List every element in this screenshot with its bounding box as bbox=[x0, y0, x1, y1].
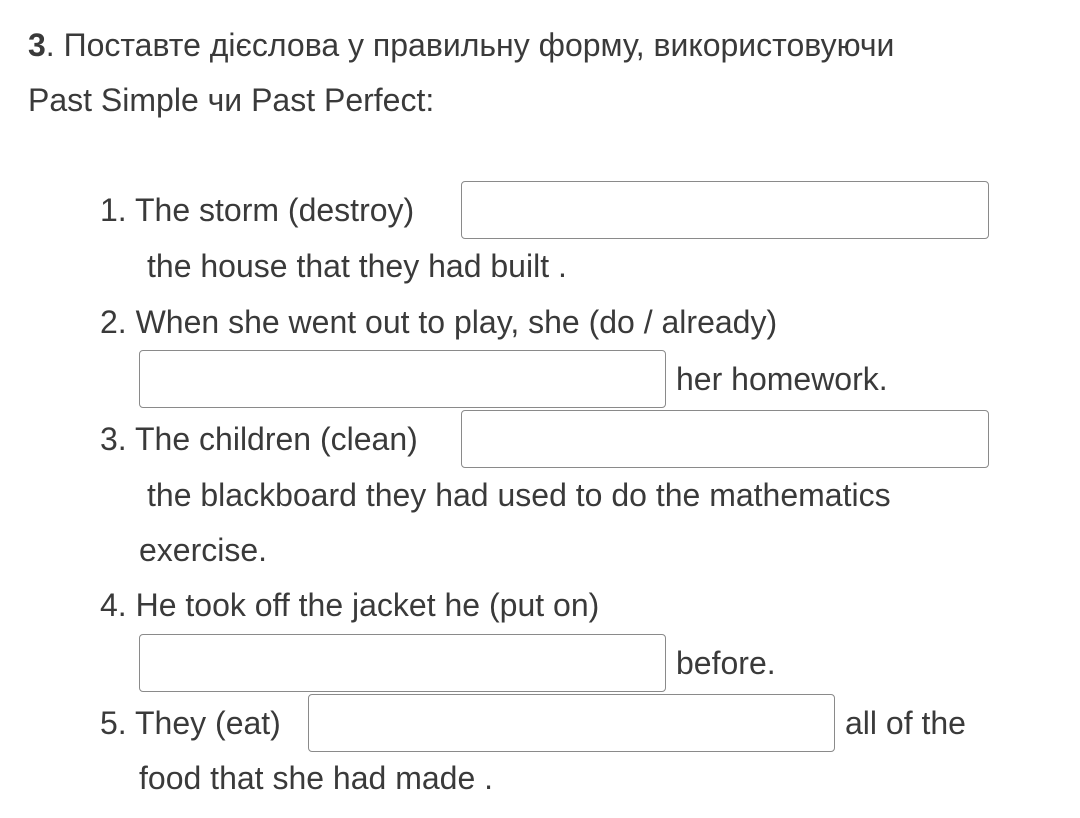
item-5-marker: 5. bbox=[100, 705, 127, 741]
task-heading bbox=[28, 18, 1048, 128]
item-3-text-after-line2: exercise. bbox=[139, 532, 268, 568]
item-4-line1 bbox=[100, 585, 599, 625]
item-4-answer-input[interactable] bbox=[139, 634, 666, 692]
item-2-answer-input[interactable] bbox=[139, 350, 666, 408]
item-3-marker: 3. bbox=[100, 421, 127, 457]
item-5-text-before: They (eat) bbox=[135, 705, 281, 741]
item-5-answer-input[interactable] bbox=[308, 694, 835, 752]
item-5-line1 bbox=[100, 703, 281, 743]
item-1-line1 bbox=[100, 190, 414, 230]
item-1-text-before: The storm (destroy) bbox=[135, 192, 415, 228]
item-2-line1 bbox=[100, 302, 777, 342]
item-2-text-before: When she went out to play, she (do / already) bbox=[135, 304, 778, 340]
item-5-text-after-line1: all of the bbox=[845, 705, 966, 741]
task-instruction-line1: . Поставте дієслова у правильну форму, використовуючи bbox=[45, 27, 895, 63]
item-3-line1 bbox=[100, 419, 418, 459]
task-instruction-line2: Past Simple чи Past Perfect: bbox=[28, 82, 435, 118]
item-3-text-before: The children (clean) bbox=[135, 421, 418, 457]
item-2-text-after: her homework. bbox=[676, 361, 888, 397]
item-5-text-after-line2: food that she had made . bbox=[139, 760, 494, 796]
item-4-marker: 4. bbox=[100, 587, 127, 623]
task-number: 3 bbox=[28, 27, 46, 63]
item-3-text-after-line1: the blackboard they had used to do the mathematics bbox=[147, 477, 891, 513]
item-1-text-after: the house that they had built . bbox=[147, 248, 567, 284]
item-3-answer-input[interactable] bbox=[461, 410, 989, 468]
item-4-text-before: He took off the jacket he (put on) bbox=[135, 587, 600, 623]
item-1-answer-input[interactable] bbox=[461, 181, 989, 239]
item-2-marker: 2. bbox=[100, 304, 127, 340]
item-4-text-after: before. bbox=[676, 645, 776, 681]
item-1-marker: 1. bbox=[100, 192, 127, 228]
